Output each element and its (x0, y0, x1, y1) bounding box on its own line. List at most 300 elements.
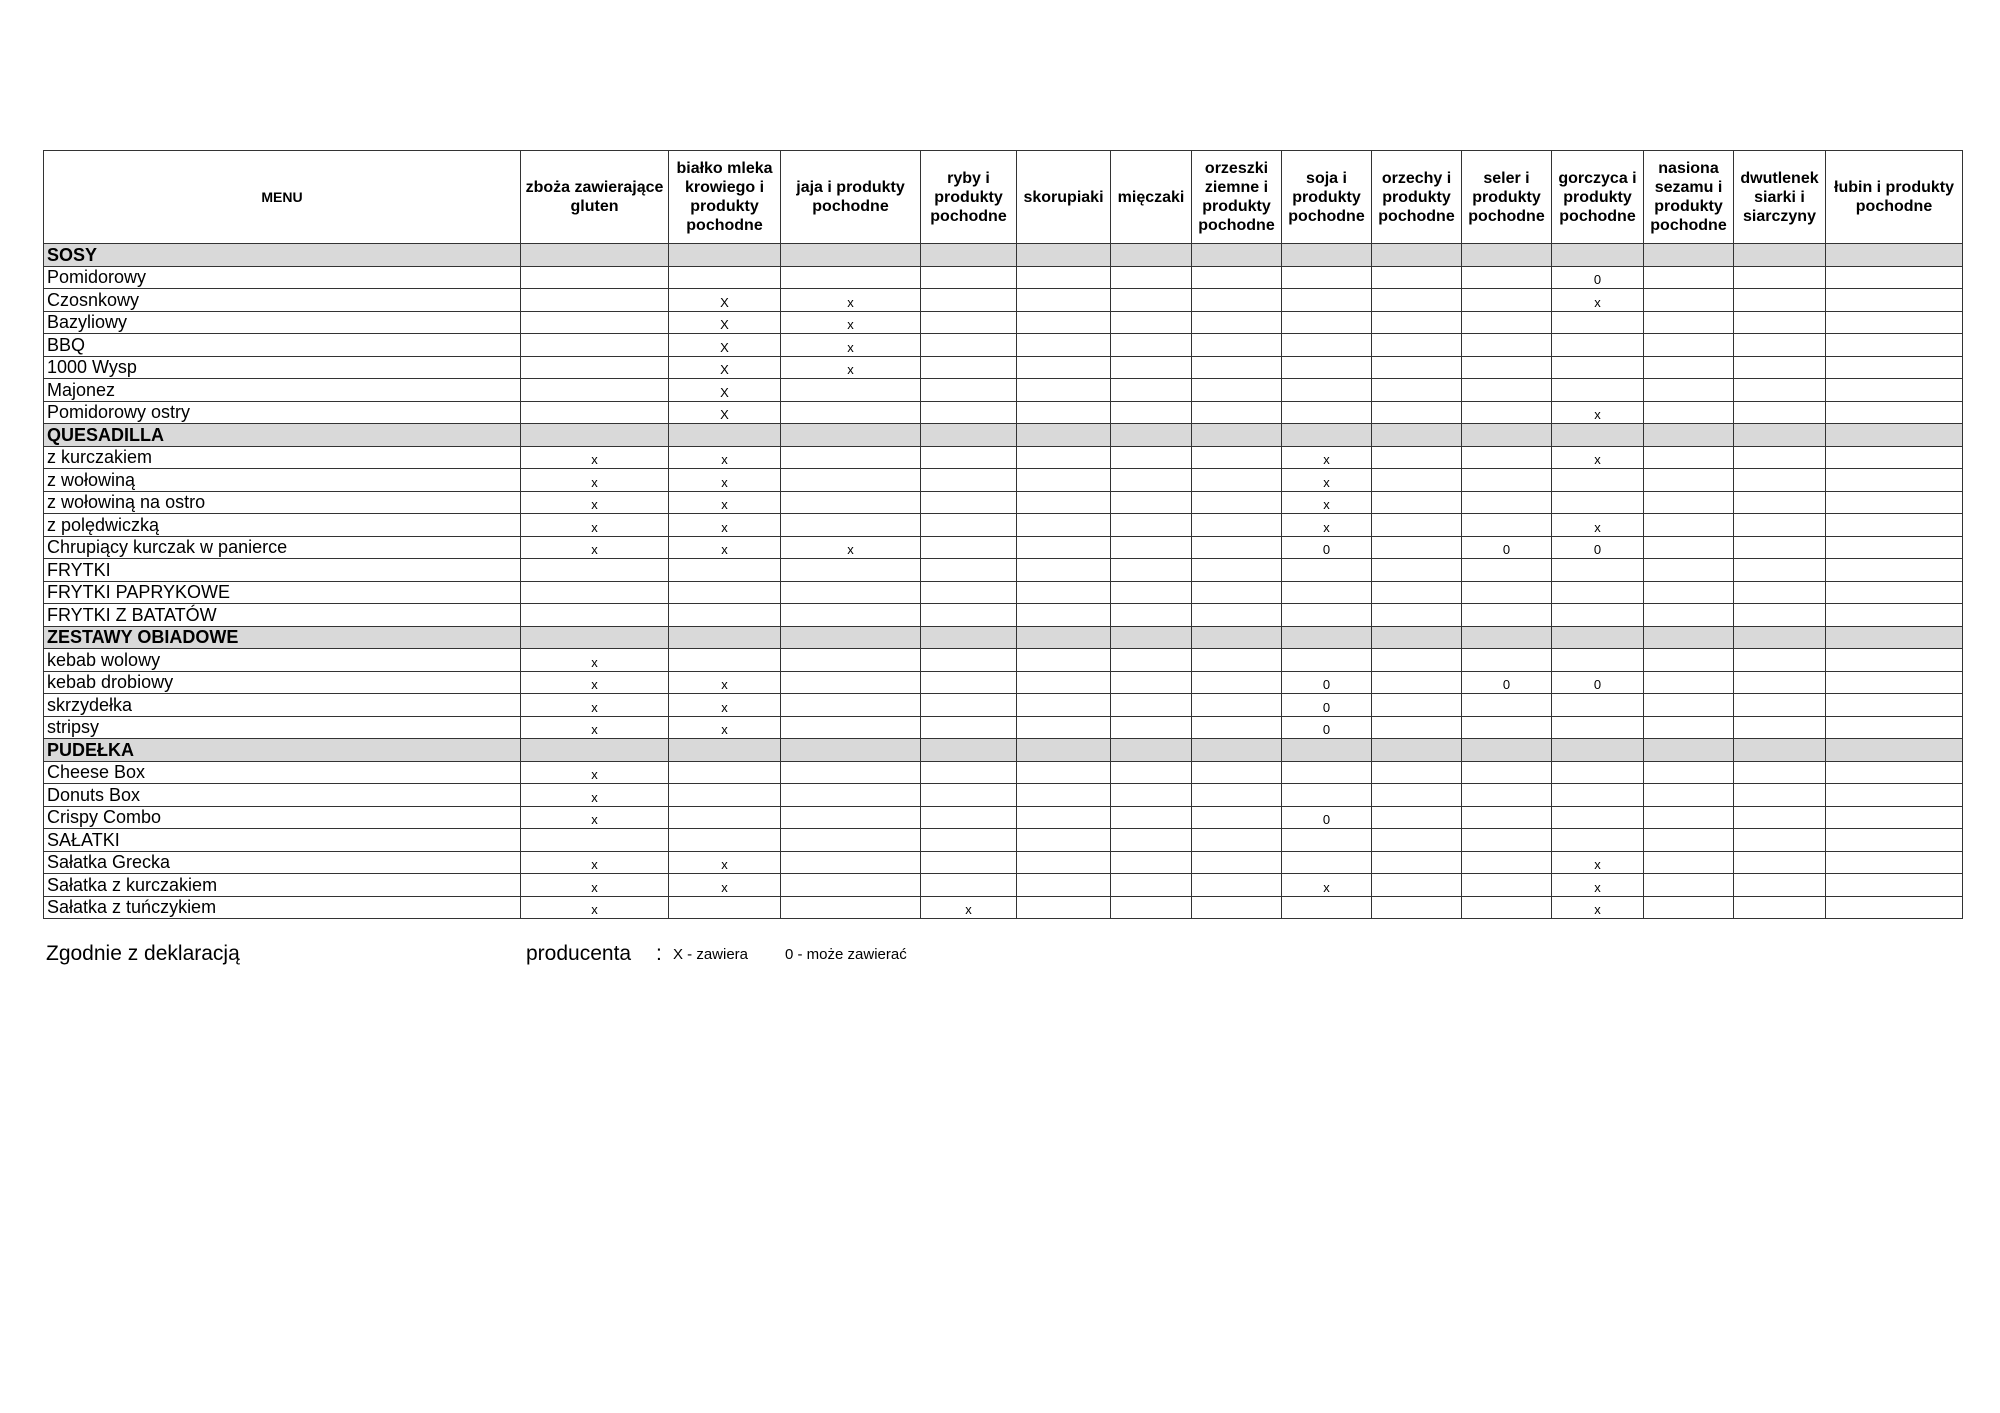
allergen-cell-sesame (1644, 671, 1734, 694)
allergen-cell-soy: 0 (1282, 536, 1372, 559)
allergen-cell-fish (921, 424, 1017, 447)
allergen-cell-crust (1017, 806, 1111, 829)
allergen-cell-moll (1111, 604, 1192, 627)
column-header-moll: mięczaki (1111, 151, 1192, 244)
menu-item-name: z wołowiną (44, 469, 521, 492)
allergen-cell-celery (1462, 851, 1552, 874)
column-header-gluten: zboża zawierające gluten (521, 151, 669, 244)
table-row (44, 469, 1963, 492)
allergen-cell-gluten (521, 356, 669, 379)
allergen-cell-eggs (781, 491, 921, 514)
allergen-cell-moll (1111, 896, 1192, 919)
allergen-cell-peanut (1192, 806, 1282, 829)
allergen-cell-gluten (521, 829, 669, 852)
menu-item-name: Donuts Box (44, 784, 521, 807)
allergen-cell-milk (669, 244, 781, 267)
allergen-cell-nuts (1372, 806, 1462, 829)
allergen-cell-soy: x (1282, 514, 1372, 537)
table-row (44, 694, 1963, 717)
allergen-cell-milk: x (669, 491, 781, 514)
allergen-cell-sulphites (1734, 266, 1826, 289)
allergen-cell-crust (1017, 604, 1111, 627)
allergen-cell-soy: 0 (1282, 716, 1372, 739)
allergen-cell-nuts (1372, 244, 1462, 267)
allergen-cell-fish (921, 289, 1017, 312)
allergen-cell-gluten (521, 266, 669, 289)
allergen-cell-lupin (1826, 784, 1963, 807)
category-name: ZESTAWY OBIADOWE (44, 626, 521, 649)
allergen-cell-sesame (1644, 424, 1734, 447)
allergen-cell-lupin (1826, 874, 1963, 897)
allergen-cell-mustard (1552, 469, 1644, 492)
allergen-cell-milk: X (669, 401, 781, 424)
allergen-cell-sesame (1644, 289, 1734, 312)
allergen-cell-celery (1462, 694, 1552, 717)
allergen-cell-eggs (781, 806, 921, 829)
allergen-cell-lupin (1826, 334, 1963, 357)
allergen-cell-lupin (1826, 761, 1963, 784)
allergen-cell-lupin (1826, 424, 1963, 447)
allergen-cell-fish (921, 649, 1017, 672)
allergen-cell-soy: 0 (1282, 694, 1372, 717)
allergen-cell-mustard: x (1552, 401, 1644, 424)
allergen-cell-sulphites (1734, 739, 1826, 762)
allergen-cell-lupin (1826, 469, 1963, 492)
menu-item-name: Bazyliowy (44, 311, 521, 334)
allergen-cell-eggs (781, 874, 921, 897)
allergen-cell-gluten: x (521, 491, 669, 514)
allergen-cell-moll (1111, 626, 1192, 649)
allergen-cell-mustard (1552, 424, 1644, 447)
allergen-cell-mustard: x (1552, 446, 1644, 469)
allergen-cell-milk (669, 829, 781, 852)
table-row (44, 784, 1963, 807)
allergen-cell-lupin (1826, 739, 1963, 762)
allergen-cell-peanut (1192, 874, 1282, 897)
allergen-cell-soy (1282, 851, 1372, 874)
allergen-cell-milk: X (669, 289, 781, 312)
allergen-cell-gluten: x (521, 716, 669, 739)
allergen-cell-lupin (1826, 559, 1963, 582)
allergen-cell-crust (1017, 311, 1111, 334)
allergen-cell-moll (1111, 401, 1192, 424)
header-row (44, 151, 1963, 244)
allergen-cell-eggs (781, 401, 921, 424)
allergen-cell-mustard: x (1552, 289, 1644, 312)
allergen-cell-mustard (1552, 694, 1644, 717)
allergen-cell-fish (921, 559, 1017, 582)
allergen-cell-moll (1111, 289, 1192, 312)
allergen-cell-gluten: x (521, 694, 669, 717)
allergen-cell-gluten: x (521, 851, 669, 874)
category-row (44, 424, 1963, 447)
allergen-cell-eggs (781, 896, 921, 919)
allergen-cell-crust (1017, 874, 1111, 897)
allergen-cell-eggs: x (781, 334, 921, 357)
table-row (44, 514, 1963, 537)
allergen-cell-gluten (521, 581, 669, 604)
table-row (44, 806, 1963, 829)
allergen-cell-sulphites (1734, 649, 1826, 672)
allergen-cell-moll (1111, 469, 1192, 492)
allergen-cell-soy (1282, 379, 1372, 402)
allergen-cell-soy: x (1282, 874, 1372, 897)
allergen-cell-celery (1462, 649, 1552, 672)
allergen-cell-lupin (1826, 356, 1963, 379)
allergen-cell-crust (1017, 896, 1111, 919)
allergen-cell-peanut (1192, 761, 1282, 784)
allergen-cell-nuts (1372, 851, 1462, 874)
allergen-cell-fish (921, 761, 1017, 784)
allergen-cell-peanut (1192, 311, 1282, 334)
allergen-cell-crust (1017, 424, 1111, 447)
allergen-cell-nuts (1372, 334, 1462, 357)
allergen-cell-crust (1017, 469, 1111, 492)
allergen-cell-moll (1111, 311, 1192, 334)
allergen-cell-soy: 0 (1282, 671, 1372, 694)
allergen-cell-mustard (1552, 806, 1644, 829)
allergen-cell-mustard (1552, 739, 1644, 762)
allergen-cell-soy (1282, 604, 1372, 627)
allergen-cell-sesame (1644, 739, 1734, 762)
legend-may-contain: 0 - może zawierać (785, 946, 907, 963)
allergen-cell-sesame (1644, 266, 1734, 289)
column-header-nuts: orzechy i produkty pochodne (1372, 151, 1462, 244)
allergen-cell-nuts (1372, 401, 1462, 424)
table-row (44, 896, 1963, 919)
allergen-cell-milk (669, 649, 781, 672)
allergen-cell-eggs (781, 829, 921, 852)
table-row (44, 649, 1963, 672)
allergen-cell-moll (1111, 379, 1192, 402)
allergen-cell-milk: x (669, 514, 781, 537)
allergen-cell-gluten (521, 424, 669, 447)
allergen-cell-fish (921, 739, 1017, 762)
allergen-cell-crust (1017, 739, 1111, 762)
allergen-cell-moll (1111, 356, 1192, 379)
allergen-cell-soy: x (1282, 491, 1372, 514)
allergen-cell-lupin (1826, 851, 1963, 874)
allergen-cell-mustard: x (1552, 896, 1644, 919)
allergen-cell-celery (1462, 356, 1552, 379)
allergen-cell-milk (669, 761, 781, 784)
allergen-cell-moll (1111, 694, 1192, 717)
allergen-cell-sesame (1644, 716, 1734, 739)
table-row (44, 559, 1963, 582)
allergen-cell-mustard (1552, 379, 1644, 402)
allergen-cell-crust (1017, 401, 1111, 424)
allergen-cell-peanut (1192, 716, 1282, 739)
allergen-cell-nuts (1372, 311, 1462, 334)
allergen-cell-mustard: 0 (1552, 266, 1644, 289)
allergen-cell-sesame (1644, 694, 1734, 717)
allergen-cell-celery (1462, 266, 1552, 289)
menu-item-name: FRYTKI (44, 559, 521, 582)
allergen-cell-soy (1282, 559, 1372, 582)
menu-item-name: kebab drobiowy (44, 671, 521, 694)
allergen-cell-sesame (1644, 446, 1734, 469)
allergen-cell-gluten: x (521, 671, 669, 694)
menu-item-name: Cheese Box (44, 761, 521, 784)
allergen-cell-sesame (1644, 626, 1734, 649)
allergen-cell-gluten (521, 244, 669, 267)
allergen-cell-crust (1017, 289, 1111, 312)
allergen-cell-soy (1282, 424, 1372, 447)
allergen-cell-eggs (781, 694, 921, 717)
allergen-cell-peanut (1192, 356, 1282, 379)
allergen-cell-crust (1017, 356, 1111, 379)
allergen-cell-moll (1111, 784, 1192, 807)
allergen-cell-sulphites (1734, 491, 1826, 514)
menu-item-name: Pomidorowy ostry (44, 401, 521, 424)
allergen-cell-mustard (1552, 559, 1644, 582)
allergen-cell-peanut (1192, 784, 1282, 807)
allergen-cell-soy (1282, 761, 1372, 784)
allergen-cell-moll (1111, 716, 1192, 739)
legend-producer-text: producenta (526, 942, 632, 965)
allergen-cell-lupin (1826, 514, 1963, 537)
allergen-cell-moll (1111, 874, 1192, 897)
allergen-cell-sesame (1644, 469, 1734, 492)
allergen-cell-gluten (521, 559, 669, 582)
allergen-cell-fish (921, 671, 1017, 694)
allergen-cell-lupin (1826, 289, 1963, 312)
column-header-sulphites: dwutlenek siarki i siarczyny (1734, 151, 1826, 244)
allergen-cell-peanut (1192, 379, 1282, 402)
allergen-cell-sulphites (1734, 536, 1826, 559)
allergen-cell-lupin (1826, 536, 1963, 559)
allergen-cell-crust (1017, 514, 1111, 537)
allergen-cell-mustard (1552, 784, 1644, 807)
allergen-cell-crust (1017, 784, 1111, 807)
allergen-cell-peanut (1192, 446, 1282, 469)
table-row (44, 761, 1963, 784)
allergen-cell-soy (1282, 626, 1372, 649)
allergen-cell-celery (1462, 739, 1552, 762)
allergen-cell-sesame (1644, 806, 1734, 829)
allergen-cell-crust (1017, 491, 1111, 514)
allergen-cell-sesame (1644, 559, 1734, 582)
allergen-cell-celery (1462, 761, 1552, 784)
column-header-crust: skorupiaki (1017, 151, 1111, 244)
allergen-cell-sesame (1644, 896, 1734, 919)
allergen-cell-peanut (1192, 401, 1282, 424)
allergen-cell-peanut (1192, 694, 1282, 717)
allergen-cell-sulphites (1734, 514, 1826, 537)
allergen-cell-mustard (1552, 649, 1644, 672)
column-header-soy: soja i produkty pochodne (1282, 151, 1372, 244)
column-header-lupin: łubin i produkty pochodne (1826, 151, 1963, 244)
allergen-cell-soy: x (1282, 446, 1372, 469)
allergen-cell-gluten: x (521, 469, 669, 492)
allergen-cell-moll (1111, 446, 1192, 469)
allergen-cell-gluten: x (521, 761, 669, 784)
allergen-cell-lupin (1826, 829, 1963, 852)
allergen-cell-sesame (1644, 356, 1734, 379)
allergen-cell-nuts (1372, 289, 1462, 312)
allergen-cell-milk (669, 266, 781, 289)
allergen-cell-milk (669, 581, 781, 604)
table-row (44, 829, 1963, 852)
allergen-cell-mustard (1552, 761, 1644, 784)
allergen-cell-eggs (781, 424, 921, 447)
allergen-cell-fish (921, 266, 1017, 289)
allergen-cell-lupin (1826, 401, 1963, 424)
allergen-cell-eggs (781, 514, 921, 537)
allergen-cell-nuts (1372, 559, 1462, 582)
allergen-cell-peanut (1192, 649, 1282, 672)
allergen-cell-crust (1017, 559, 1111, 582)
allergen-cell-sesame (1644, 829, 1734, 852)
allergen-cell-sesame (1644, 514, 1734, 537)
allergen-cell-soy (1282, 739, 1372, 762)
allergen-cell-soy: 0 (1282, 806, 1372, 829)
allergen-cell-sesame (1644, 334, 1734, 357)
allergen-cell-sulphites (1734, 829, 1826, 852)
table-row (44, 671, 1963, 694)
allergen-cell-fish (921, 244, 1017, 267)
menu-item-name: z polędwiczką (44, 514, 521, 537)
allergen-cell-celery (1462, 244, 1552, 267)
menu-item-name: stripsy (44, 716, 521, 739)
allergen-cell-peanut (1192, 244, 1282, 267)
allergen-cell-celery (1462, 491, 1552, 514)
allergen-cell-lupin (1826, 716, 1963, 739)
allergen-cell-nuts (1372, 604, 1462, 627)
allergen-cell-mustard (1552, 716, 1644, 739)
allergen-cell-crust (1017, 761, 1111, 784)
allergen-cell-nuts (1372, 716, 1462, 739)
menu-item-name: Sałatka z kurczakiem (44, 874, 521, 897)
column-header-eggs: jaja i produkty pochodne (781, 151, 921, 244)
allergen-cell-moll (1111, 514, 1192, 537)
category-row (44, 626, 1963, 649)
allergen-cell-milk: x (669, 851, 781, 874)
allergen-cell-milk: x (669, 671, 781, 694)
allergen-cell-lupin (1826, 896, 1963, 919)
allergen-cell-moll (1111, 671, 1192, 694)
allergen-cell-peanut (1192, 289, 1282, 312)
allergen-cell-celery (1462, 784, 1552, 807)
table-row (44, 581, 1963, 604)
allergen-cell-fish (921, 446, 1017, 469)
allergen-cell-sulphites (1734, 356, 1826, 379)
allergen-cell-milk: X (669, 311, 781, 334)
allergen-cell-mustard (1552, 356, 1644, 379)
allergen-cell-moll (1111, 334, 1192, 357)
allergen-cell-peanut (1192, 829, 1282, 852)
menu-item-name: FRYTKI Z BATATÓW (44, 604, 521, 627)
allergen-cell-fish (921, 604, 1017, 627)
allergen-cell-lupin (1826, 379, 1963, 402)
allergen-cell-peanut (1192, 739, 1282, 762)
allergen-cell-celery (1462, 514, 1552, 537)
allergen-cell-celery (1462, 401, 1552, 424)
allergen-cell-nuts (1372, 626, 1462, 649)
allergen-cell-crust (1017, 379, 1111, 402)
table-row (44, 356, 1963, 379)
allergen-cell-sulphites (1734, 806, 1826, 829)
allergen-cell-milk (669, 739, 781, 762)
allergen-cell-peanut (1192, 491, 1282, 514)
allergen-cell-nuts (1372, 739, 1462, 762)
allergen-cell-lupin (1826, 604, 1963, 627)
allergen-cell-gluten: x (521, 874, 669, 897)
allergen-cell-nuts (1372, 784, 1462, 807)
allergen-cell-sesame (1644, 244, 1734, 267)
menu-item-name: FRYTKI PAPRYKOWE (44, 581, 521, 604)
allergen-cell-gluten (521, 401, 669, 424)
allergen-cell-nuts (1372, 514, 1462, 537)
allergen-table (43, 150, 1963, 919)
allergen-cell-crust (1017, 829, 1111, 852)
allergen-cell-milk: x (669, 446, 781, 469)
category-name: PUDEŁKA (44, 739, 521, 762)
allergen-cell-mustard: 0 (1552, 536, 1644, 559)
allergen-cell-celery (1462, 559, 1552, 582)
allergen-cell-fish (921, 469, 1017, 492)
allergen-cell-fish: x (921, 896, 1017, 919)
allergen-cell-celery (1462, 446, 1552, 469)
allergen-cell-sesame (1644, 536, 1734, 559)
allergen-cell-milk: x (669, 536, 781, 559)
allergen-cell-gluten: x (521, 896, 669, 919)
allergen-cell-crust (1017, 244, 1111, 267)
allergen-cell-mustard (1552, 604, 1644, 627)
allergen-cell-eggs (781, 649, 921, 672)
category-name: SOSY (44, 244, 521, 267)
allergen-cell-sesame (1644, 491, 1734, 514)
allergen-cell-eggs (781, 266, 921, 289)
allergen-cell-sulphites (1734, 469, 1826, 492)
allergen-cell-fish (921, 784, 1017, 807)
allergen-cell-nuts (1372, 671, 1462, 694)
allergen-cell-soy (1282, 356, 1372, 379)
table-row (44, 491, 1963, 514)
allergen-cell-lupin (1826, 491, 1963, 514)
column-header-milk: białko mleka krowiego i produkty pochodne (669, 151, 781, 244)
table-row (44, 289, 1963, 312)
allergen-cell-sesame (1644, 581, 1734, 604)
menu-item-name: BBQ (44, 334, 521, 357)
allergen-cell-celery (1462, 874, 1552, 897)
allergen-cell-gluten: x (521, 784, 669, 807)
allergen-cell-celery: 0 (1462, 536, 1552, 559)
allergen-cell-milk: x (669, 874, 781, 897)
allergen-cell-soy (1282, 266, 1372, 289)
allergen-cell-milk (669, 896, 781, 919)
allergen-cell-crust (1017, 851, 1111, 874)
allergen-cell-fish (921, 716, 1017, 739)
category-row (44, 244, 1963, 267)
allergen-cell-lupin (1826, 244, 1963, 267)
allergen-cell-nuts (1372, 266, 1462, 289)
allergen-cell-sulphites (1734, 694, 1826, 717)
allergen-cell-sulphites (1734, 604, 1826, 627)
allergen-cell-crust (1017, 716, 1111, 739)
category-row (44, 739, 1963, 762)
allergen-cell-celery (1462, 424, 1552, 447)
allergen-cell-soy (1282, 289, 1372, 312)
table-row (44, 716, 1963, 739)
allergen-cell-eggs: x (781, 536, 921, 559)
table-row (44, 266, 1963, 289)
allergen-cell-mustard (1552, 581, 1644, 604)
allergen-cell-sulphites (1734, 334, 1826, 357)
allergen-cell-fish (921, 514, 1017, 537)
allergen-cell-eggs (781, 761, 921, 784)
allergen-cell-sesame (1644, 401, 1734, 424)
